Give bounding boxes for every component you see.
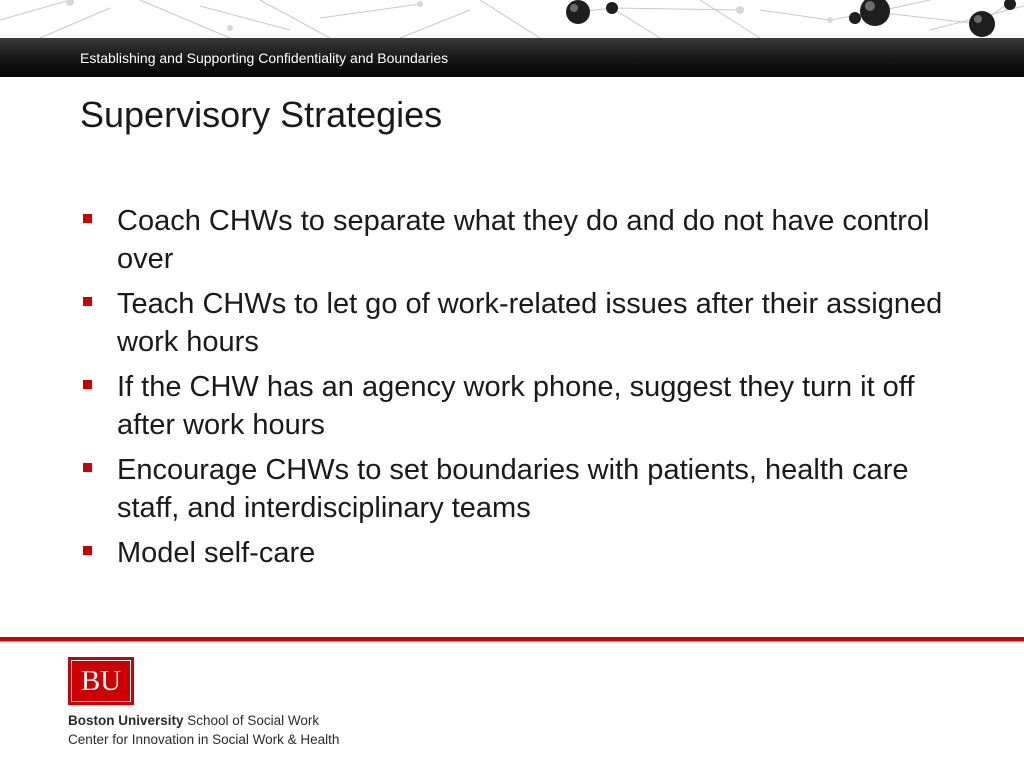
bullet-text: If the CHW has an agency work phone, suggest they turn it off after work hours [117, 371, 915, 441]
university-name: Boston University [68, 713, 184, 728]
bullet-item [80, 285, 960, 361]
bullet-text: Teach CHWs to let go of work-related issues after their assigned work hours [117, 288, 943, 358]
square-bullet-icon [83, 463, 92, 472]
center-name: Center for Innovation in Social Work & Health [68, 732, 340, 747]
school-name [68, 713, 319, 728]
square-bullet-icon [83, 546, 92, 555]
network-graphic [0, 0, 1024, 40]
square-bullet-icon [83, 297, 92, 306]
school-label: School of Social Work [183, 713, 320, 728]
bullet-item [80, 368, 960, 444]
bullet-text: Encourage CHWs to set boundaries with patients, health care staff, and interdisciplinary teams [117, 454, 909, 524]
bu-logo-text: BU [71, 660, 131, 702]
bullet-item [80, 451, 960, 527]
footer-divider-shadow [0, 641, 1024, 642]
bullet-text: Coach CHWs to separate what they do and do not have control over [117, 205, 930, 275]
slide-title: Supervisory Strategies [80, 94, 443, 135]
square-bullet-icon [83, 380, 92, 389]
bullet-list [80, 202, 960, 579]
bullet-item [80, 534, 960, 572]
bullet-text: Model self-care [117, 537, 316, 569]
bu-logo [68, 657, 134, 705]
presentation-title: Establishing and Supporting Confidentiality and Boundaries [80, 50, 449, 66]
bullet-item [80, 202, 960, 278]
square-bullet-icon [83, 214, 92, 223]
header-bar [0, 38, 1024, 77]
